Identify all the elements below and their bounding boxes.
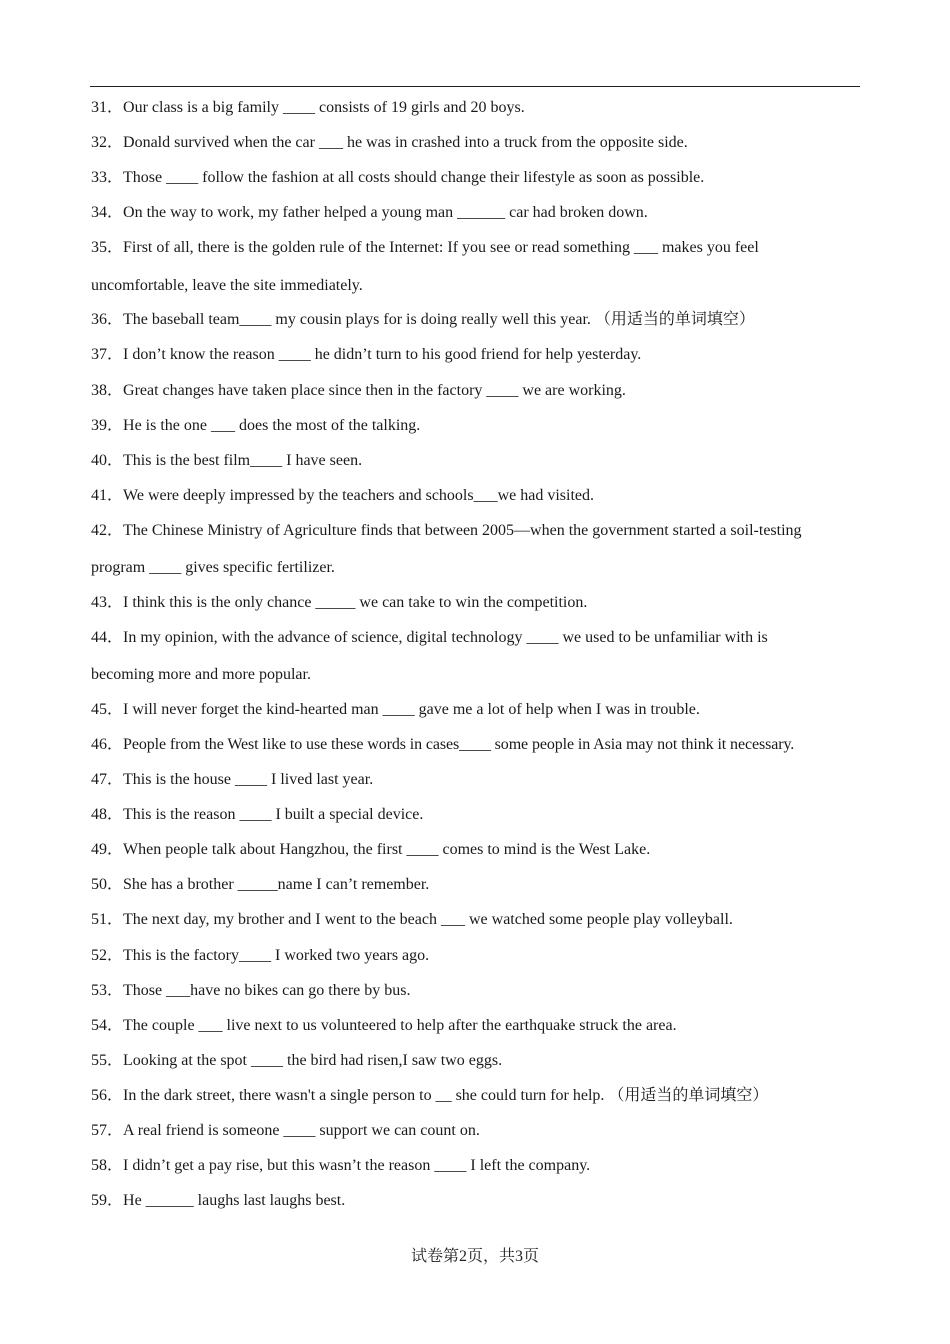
question-text: This is the reason ____ I built a special device. [123, 806, 424, 823]
question-text: He is the one ___ does the most of the talking. [123, 417, 421, 434]
question-text: On the way to work, my father helped a young man ______ car had broken down. [123, 204, 648, 221]
question-32 [91, 124, 861, 161]
question-number: 50． [91, 876, 124, 893]
question-text-continued: program ____ gives specific fertilizer. [91, 559, 335, 576]
question-53 [91, 972, 861, 1009]
question-number: 57． [91, 1122, 124, 1139]
question-text: Those ____ follow the fashion at all costs should change their lifestyle as soon as possible. [123, 169, 705, 186]
question-44-continued [91, 656, 861, 693]
question-52 [91, 937, 861, 974]
question-number: 51． [91, 911, 124, 928]
question-number: 52． [91, 947, 124, 964]
question-47 [91, 761, 861, 798]
question-text: In the dark street, there wasn't a single person to __ she could turn for help. （用适当的单词填空） [123, 1087, 769, 1104]
question-number: 55． [91, 1052, 124, 1069]
question-number: 46． [91, 736, 124, 753]
question-text: A real friend is someone ____ support we can count on. [123, 1122, 480, 1139]
question-number: 34． [91, 204, 124, 221]
question-text: She has a brother _____name I can’t remember. [123, 876, 430, 893]
question-36 [91, 301, 861, 338]
question-34 [91, 194, 861, 231]
question-57 [91, 1112, 861, 1149]
question-number: 38． [91, 382, 124, 399]
question-text: The Chinese Ministry of Agriculture finds that between 2005—when the government started a soil-testing [123, 522, 802, 539]
question-number: 45． [91, 701, 124, 718]
question-number: 47． [91, 771, 124, 788]
question-33 [91, 159, 861, 196]
question-39 [91, 407, 861, 444]
question-text-continued: becoming more and more popular. [91, 666, 311, 683]
header-rule [90, 86, 860, 87]
question-number: 56． [91, 1087, 124, 1104]
question-text: Great changes have taken place since then in the factory ____ we are working. [123, 382, 626, 399]
question-42 [91, 512, 861, 549]
question-41 [91, 477, 861, 514]
question-number: 31． [91, 99, 124, 116]
question-number: 49． [91, 841, 124, 858]
question-text-continued: uncomfortable, leave the site immediately. [91, 277, 363, 294]
question-number: 40． [91, 452, 124, 469]
question-number: 53． [91, 982, 124, 999]
question-50 [91, 866, 861, 903]
question-31 [91, 89, 861, 126]
question-text: I will never forget the kind-hearted man ____ gave me a lot of help when I was in trouble. [123, 701, 700, 718]
question-number: 43． [91, 594, 124, 611]
question-56 [91, 1077, 861, 1114]
question-38 [91, 372, 861, 409]
question-43 [91, 584, 861, 621]
question-text: This is the factory____ I worked two years ago. [123, 947, 430, 964]
question-text: This is the best film____ I have seen. [123, 452, 363, 469]
question-48 [91, 796, 861, 833]
question-text: Looking at the spot ____ the bird had risen,I saw two eggs. [123, 1052, 503, 1069]
question-text: We were deeply impressed by the teachers and schools___we had visited. [123, 487, 595, 504]
question-46 [91, 726, 861, 763]
question-text: When people talk about Hangzhou, the first ____ comes to mind is the West Lake. [123, 841, 651, 858]
question-42-continued [91, 549, 861, 586]
question-35-continued [91, 267, 861, 304]
question-59 [91, 1182, 861, 1219]
question-number: 48． [91, 806, 124, 823]
question-number: 37． [91, 346, 124, 363]
question-37 [91, 336, 861, 373]
question-number: 32． [91, 134, 124, 151]
question-54 [91, 1007, 861, 1044]
question-text: In my opinion, with the advance of science, digital technology ____ we used to be unfamiliar with is [123, 629, 768, 646]
question-40 [91, 442, 861, 479]
question-number: 39． [91, 417, 124, 434]
question-text: This is the house ____ I lived last year. [123, 771, 374, 788]
question-text: The couple ___ live next to us volunteered to help after the earthquake struck the area. [123, 1017, 677, 1034]
question-text: I didn’t get a pay rise, but this wasn’t the reason ____ I left the company. [123, 1157, 591, 1174]
page-footer: 试卷第2页，共3页 [410, 1248, 539, 1265]
question-number: 59． [91, 1192, 124, 1209]
question-49 [91, 831, 861, 868]
question-text: The next day, my brother and I went to the beach ___ we watched some people play volleyball. [123, 911, 733, 928]
question-text: First of all, there is the golden rule of the Internet: If you see or read something ___ makes you feel [123, 239, 759, 256]
question-number: 44． [91, 629, 124, 646]
question-51 [91, 901, 861, 938]
question-number: 35． [91, 239, 124, 256]
question-text: Those ___have no bikes can go there by bus. [123, 982, 411, 999]
question-text: I think this is the only chance _____ we can take to win the competition. [123, 594, 588, 611]
question-text: Donald survived when the car ___ he was in crashed into a truck from the opposite side. [123, 134, 688, 151]
question-text: The baseball team____ my cousin plays for is doing really well this year. （用适当的单词填空） [123, 311, 755, 328]
question-35 [91, 229, 861, 266]
question-text: Our class is a big family ____ consists of 19 girls and 20 boys. [123, 99, 525, 116]
question-text: I don’t know the reason ____ he didn’t turn to his good friend for help yesterday. [123, 346, 642, 363]
question-number: 54． [91, 1017, 124, 1034]
question-number: 41． [91, 487, 124, 504]
question-number: 42． [91, 522, 124, 539]
question-text: He ______ laughs last laughs best. [123, 1192, 346, 1209]
question-number: 36． [91, 311, 124, 328]
question-55 [91, 1042, 861, 1079]
question-44 [91, 619, 861, 656]
question-number: 33． [91, 169, 124, 186]
question-45 [91, 691, 861, 728]
question-text: People from the West like to use these words in cases____ some people in Asia may not think it necessary. [123, 736, 795, 753]
question-58 [91, 1147, 861, 1184]
question-number: 58． [91, 1157, 124, 1174]
